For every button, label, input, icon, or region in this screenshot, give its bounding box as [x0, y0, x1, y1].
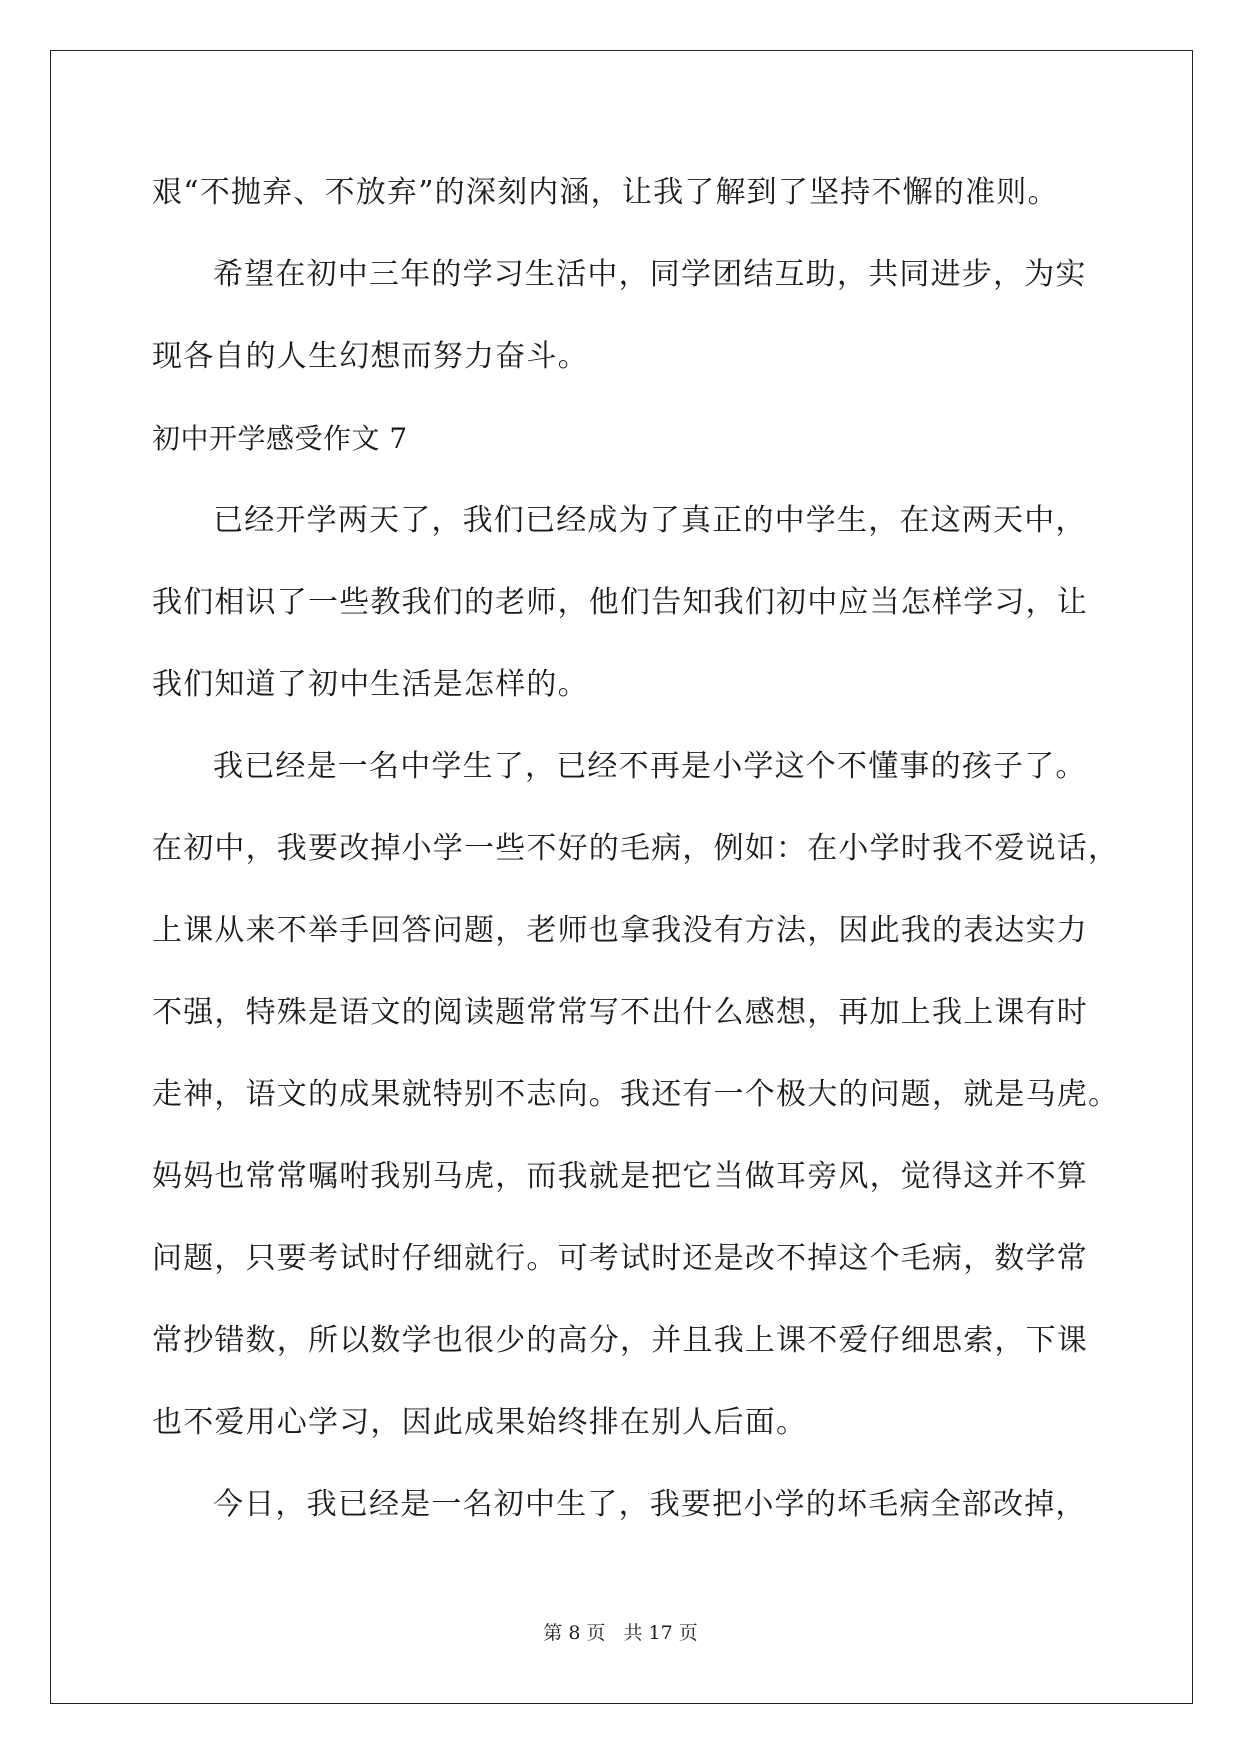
- text-line: 希望在初中三年的学习生活中，同学团结互助，共同进步，为实: [213, 257, 1087, 292]
- text-line: 妈妈也常常嘱咐我别马虎，而我就是把它当做耳旁风，觉得这并不算: [152, 1159, 1088, 1194]
- text-line: 在初中，我要改掉小学一些不好的毛病，例如：在小学时我不爱说话，: [152, 831, 1120, 866]
- page-footer: [0, 1618, 1241, 1645]
- text-line: 我们知道了初中生活是怎样的。: [152, 667, 589, 702]
- total-page-count: 共 17 页: [623, 1622, 698, 1644]
- text-line: 艰“不抛弃、不放弃”的深刻内涵，让我了解到了坚持不懈的准则。: [152, 175, 1059, 210]
- text-line: 现各自的人生幻想而努力奋斗。: [152, 339, 589, 374]
- text-line: 不强，特殊是语文的阅读题常常写不出什么感想，再加上我上课有时: [152, 995, 1088, 1030]
- text-line: 也不爱用心学习，因此成果始终排在别人后面。: [152, 1405, 808, 1440]
- section-heading: 初中开学感受作文 7: [152, 422, 408, 455]
- text-line: 常抄错数，所以数学也很少的高分，并且我上课不爱仔细思索，下课: [152, 1323, 1088, 1358]
- text-line: 走神，语文的成果就特别不志向。我还有一个极大的问题，就是马虎。: [152, 1077, 1120, 1112]
- text-line: 我们相识了一些教我们的老师，他们告知我们初中应当怎样学习，让: [152, 585, 1088, 620]
- text-line: 上课从来不举手回答问题，老师也拿我没有方法，因此我的表达实力: [152, 913, 1088, 948]
- text-line: 已经开学两天了，我们已经成为了真正的中学生，在这两天中，: [213, 503, 1087, 538]
- text-line: 我已经是一名中学生了，已经不再是小学这个不懂事的孩子了。: [213, 749, 1087, 784]
- text-line: 今日，我已经是一名初中生了，我要把小学的坏毛病全部改掉，: [213, 1487, 1087, 1522]
- current-page-number: 第 8 页: [543, 1622, 606, 1644]
- document-body: [152, 152, 1120, 1546]
- text-line: 问题，只要考试时仔细就行。可考试时还是改不掉这个毛病，数学常: [152, 1241, 1088, 1276]
